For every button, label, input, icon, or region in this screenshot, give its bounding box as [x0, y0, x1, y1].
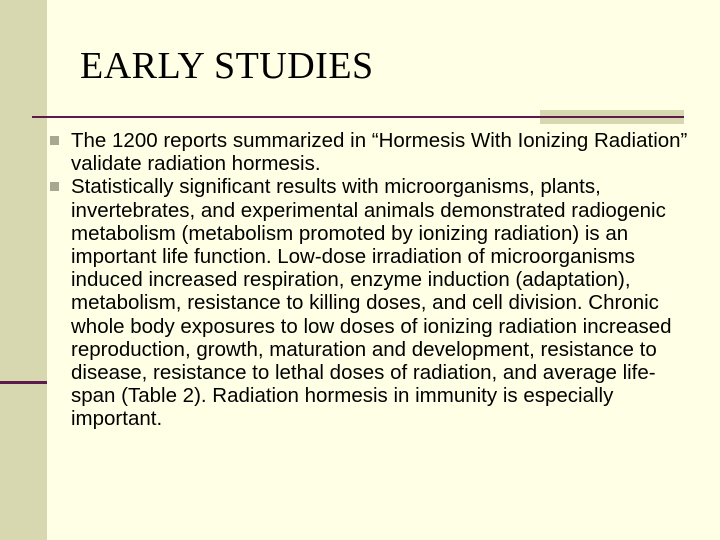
bullet-item: [50, 175, 700, 430]
bullet-text: Statistically significant results with microorganisms, plants, invertebrates, and experimental animals demonstrated radiogenic metabolism (metabolism promoted by ionizing radiation) is an important life function. Low-dose irradiation of microorganisms induced increased respiration, enzyme induction (adaptation), metabolism, resistance to killing doses, and cell division. Chronic whole body exposures to low doses of ionizing radiation increased reproduction, growth, maturation and development, resistance to disease, resistance to lethal doses of radiation, and average life-span (Table 2). Radiation hormesis in immunity is especially important.: [71, 175, 672, 431]
title-rule-line: [32, 116, 540, 118]
bullet-list: [50, 129, 700, 431]
title-rule-band-line: [540, 116, 684, 118]
left-accent-line: [0, 381, 47, 384]
bullet-text: The 1200 reports summarized in “Hormesis With Ionizing Radiation” validate radiation hormesis.: [71, 129, 688, 176]
slide-title: EARLY STUDIES: [80, 45, 374, 87]
bullet-item: [50, 129, 700, 175]
square-bullet-icon: [50, 136, 59, 145]
square-bullet-icon: [50, 182, 59, 191]
left-decorative-band: [0, 0, 47, 540]
